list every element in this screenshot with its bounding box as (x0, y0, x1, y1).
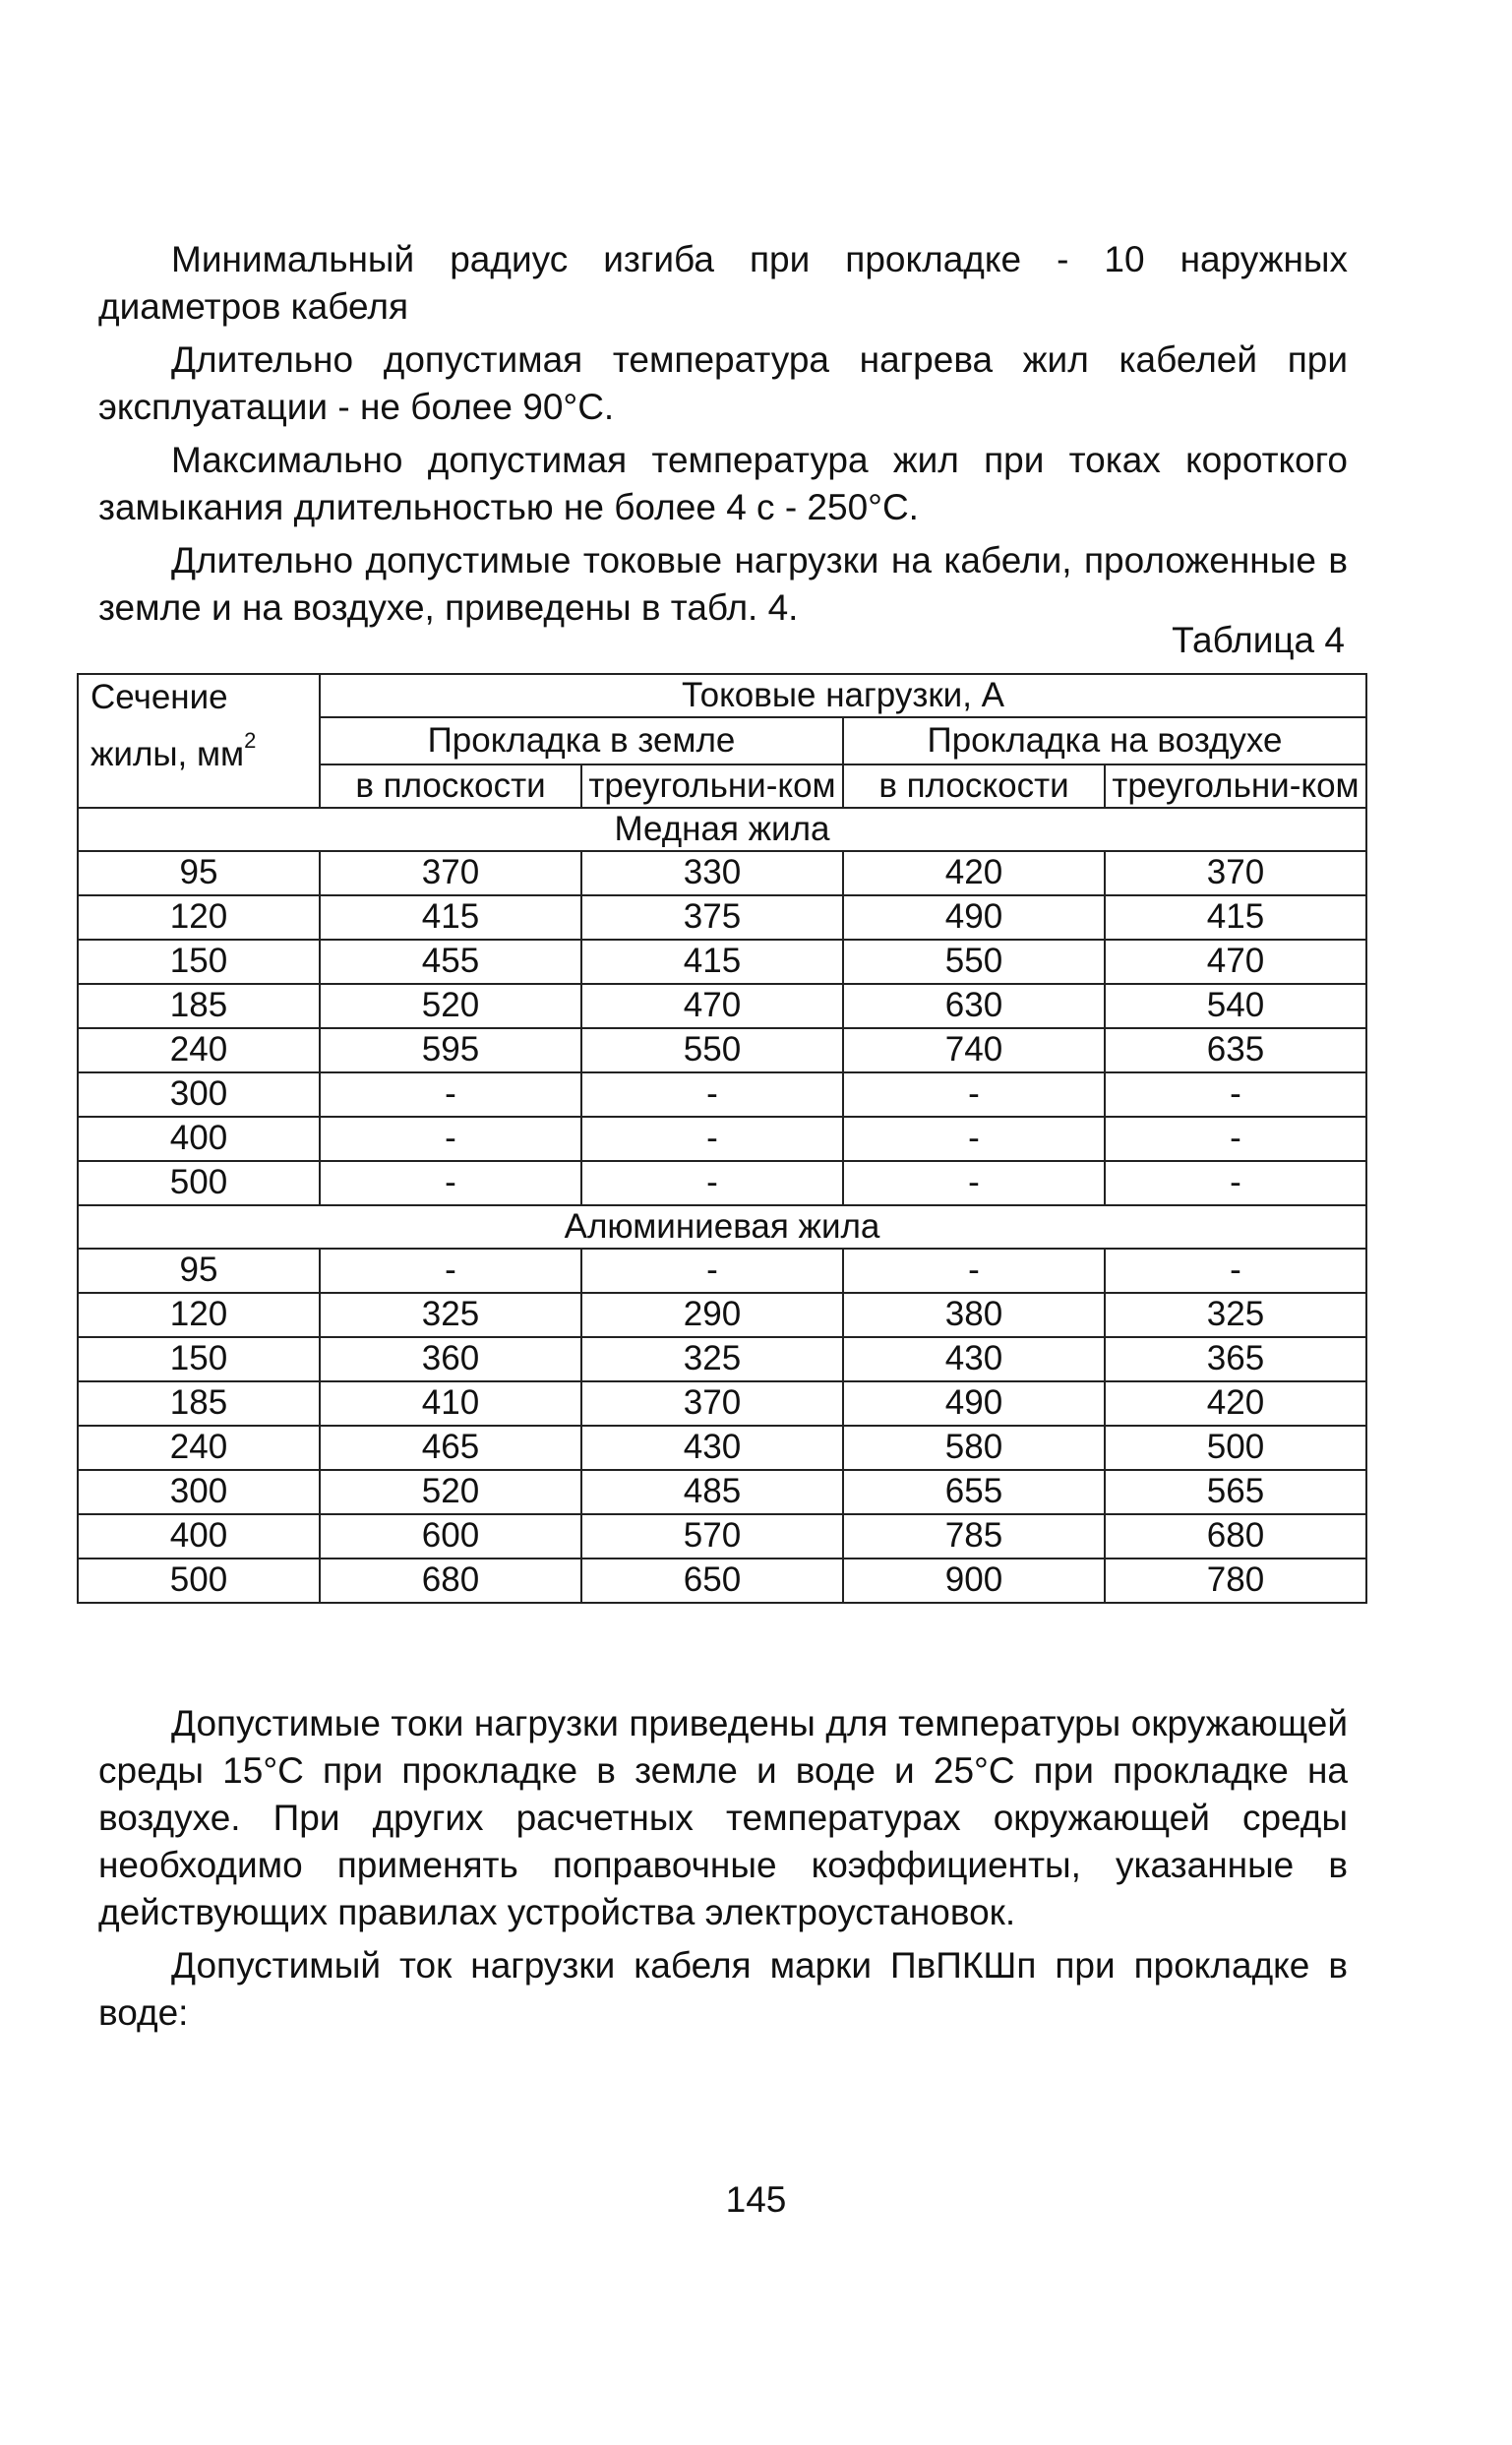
header-ground-laying: Прокладка в земле (320, 717, 843, 764)
current-value-cell: 570 (581, 1514, 843, 1559)
current-value-cell: 430 (581, 1426, 843, 1470)
table-row (78, 895, 1366, 940)
outro-text (98, 1700, 1348, 2037)
table-row (78, 1559, 1366, 1603)
current-value-cell: 325 (1105, 1293, 1366, 1337)
current-value-cell: 375 (581, 895, 843, 940)
current-value-cell: - (320, 1249, 581, 1293)
cross-section-cell: 185 (78, 1381, 320, 1426)
paragraph-ambient-temperature: Допустимые токи нагрузки приведены для температуры окружающей среды 15°С при прокладке в земле и воде и 25°С при прокладке на воздухе. При других расчетных температурах окружающей среды необходимо применять поправочные коэффициенты, указанные в действующих правилах устройства электроустановок. (98, 1703, 1348, 1932)
intro-text (98, 236, 1348, 632)
current-value-cell: - (843, 1117, 1105, 1161)
current-value-cell: 900 (843, 1559, 1105, 1603)
current-value-cell: 490 (843, 1381, 1105, 1426)
current-value-cell: 415 (1105, 895, 1366, 940)
aluminum-section (78, 1205, 1366, 1249)
table-row (78, 851, 1366, 895)
table-row (78, 1072, 1366, 1117)
current-value-cell: 740 (843, 1028, 1105, 1072)
page-number: 145 (725, 2179, 787, 2220)
header-air-laying: Прокладка на воздухе (843, 717, 1366, 764)
aluminum-rows (78, 1249, 1366, 1603)
current-value-cell: - (843, 1249, 1105, 1293)
cross-section-cell: 500 (78, 1161, 320, 1205)
paragraph-short-circuit-temperature: Максимально допустимая температура жил при токах короткого замыкания длительностью не более 4 с - 250°С. (98, 440, 1348, 527)
cross-section-cell: 400 (78, 1514, 320, 1559)
current-value-cell: - (1105, 1072, 1366, 1117)
cross-section-cell: 150 (78, 1337, 320, 1381)
table-row (78, 1514, 1366, 1559)
current-value-cell: 470 (581, 984, 843, 1028)
cross-section-cell: 300 (78, 1470, 320, 1514)
table-caption: Таблица 4 (1172, 620, 1345, 660)
current-value-cell: - (320, 1161, 581, 1205)
cross-section-cell: 120 (78, 1293, 320, 1337)
current-value-cell: - (581, 1249, 843, 1293)
current-value-cell: - (320, 1117, 581, 1161)
current-value-cell: - (581, 1072, 843, 1117)
current-value-cell: 550 (843, 940, 1105, 984)
cross-section-cell: 240 (78, 1028, 320, 1072)
current-value-cell: 780 (1105, 1559, 1366, 1603)
current-value-cell: 650 (581, 1559, 843, 1603)
table-header (78, 674, 1366, 808)
current-value-cell: 455 (320, 940, 581, 984)
cross-section-cell: 95 (78, 1249, 320, 1293)
current-value-cell: - (843, 1161, 1105, 1205)
header-cross-section (78, 674, 320, 808)
header-current-loads: Токовые нагрузки, А (320, 674, 1366, 717)
current-value-cell: 325 (581, 1337, 843, 1381)
copper-rows (78, 851, 1366, 1205)
current-value-cell: 595 (320, 1028, 581, 1072)
header-air-triangle: треугольни-ком (1105, 764, 1366, 808)
current-value-cell: 785 (843, 1514, 1105, 1559)
current-value-cell: 370 (320, 851, 581, 895)
current-value-cell: 420 (843, 851, 1105, 895)
paragraph-operating-temperature: Длительно допустимая температура нагрева жил кабелей при эксплуатации - не более 90°С. (98, 339, 1348, 427)
current-value-cell: 550 (581, 1028, 843, 1072)
header-air-flat: в плоскости (843, 764, 1105, 808)
current-value-cell: 485 (581, 1470, 843, 1514)
cross-section-cell: 240 (78, 1426, 320, 1470)
current-value-cell: 415 (581, 940, 843, 984)
paragraph-table-reference: Длительно допустимые токовые нагрузки на кабели, проложенные в земле и на воздухе, приведены в табл. 4. (98, 540, 1348, 628)
current-value-cell: 360 (320, 1337, 581, 1381)
current-value-cell: 500 (1105, 1426, 1366, 1470)
cross-section-cell: 500 (78, 1559, 320, 1603)
current-value-cell: 490 (843, 895, 1105, 940)
current-value-cell: 680 (1105, 1514, 1366, 1559)
copper-section (78, 808, 1366, 851)
current-value-cell: 330 (581, 851, 843, 895)
paragraph-bend-radius: Минимальный радиус изгиба при прокладке - 10 наружных диаметров кабеля (98, 239, 1348, 327)
table-row (78, 1028, 1366, 1072)
table-row (78, 940, 1366, 984)
current-value-cell: 290 (581, 1293, 843, 1337)
table-row (78, 1117, 1366, 1161)
current-value-cell: 370 (1105, 851, 1366, 895)
header-cross-section-sup: 2 (244, 728, 257, 753)
table-row (78, 1249, 1366, 1293)
table-row (78, 1381, 1366, 1426)
cross-section-cell: 120 (78, 895, 320, 940)
current-value-cell: - (1105, 1161, 1366, 1205)
current-value-cell: 410 (320, 1381, 581, 1426)
current-value-cell: 655 (843, 1470, 1105, 1514)
header-ground-triangle: треугольни-ком (581, 764, 843, 808)
cross-section-cell: 300 (78, 1072, 320, 1117)
header-ground-flat: в плоскости (320, 764, 581, 808)
table-row (78, 1293, 1366, 1337)
current-value-cell: - (1105, 1117, 1366, 1161)
current-value-cell: - (320, 1072, 581, 1117)
current-value-cell: 325 (320, 1293, 581, 1337)
table-row (78, 1161, 1366, 1205)
current-value-cell: 465 (320, 1426, 581, 1470)
current-value-cell: 365 (1105, 1337, 1366, 1381)
cross-section-cell: 95 (78, 851, 320, 895)
cross-section-cell: 400 (78, 1117, 320, 1161)
current-value-cell: 565 (1105, 1470, 1366, 1514)
current-value-cell: - (843, 1072, 1105, 1117)
current-value-cell: - (1105, 1249, 1366, 1293)
current-value-cell: 370 (581, 1381, 843, 1426)
current-value-cell: - (581, 1161, 843, 1205)
table-row (78, 1470, 1366, 1514)
current-load-table (77, 673, 1367, 1604)
current-value-cell: 415 (320, 895, 581, 940)
copper-section-title: Медная жила (78, 808, 1366, 851)
current-value-cell: 430 (843, 1337, 1105, 1381)
current-value-cell: 635 (1105, 1028, 1366, 1072)
cross-section-cell: 185 (78, 984, 320, 1028)
table-row (78, 984, 1366, 1028)
table-row (78, 1426, 1366, 1470)
current-value-cell: - (581, 1117, 843, 1161)
current-value-cell: 600 (320, 1514, 581, 1559)
table-row (78, 1337, 1366, 1381)
current-value-cell: 630 (843, 984, 1105, 1028)
current-value-cell: 520 (320, 1470, 581, 1514)
current-value-cell: 380 (843, 1293, 1105, 1337)
current-value-cell: 580 (843, 1426, 1105, 1470)
aluminum-section-title: Алюминиевая жила (78, 1205, 1366, 1249)
cross-section-cell: 150 (78, 940, 320, 984)
current-value-cell: 520 (320, 984, 581, 1028)
current-value-cell: 420 (1105, 1381, 1366, 1426)
paragraph-water-laying: Допустимый ток нагрузки кабеля марки ПвПКШп при прокладке в воде: (98, 1945, 1348, 2033)
header-cross-section-label: Сечение жилы, мм (91, 678, 245, 773)
current-value-cell: 540 (1105, 984, 1366, 1028)
current-value-cell: 470 (1105, 940, 1366, 984)
current-value-cell: 680 (320, 1559, 581, 1603)
